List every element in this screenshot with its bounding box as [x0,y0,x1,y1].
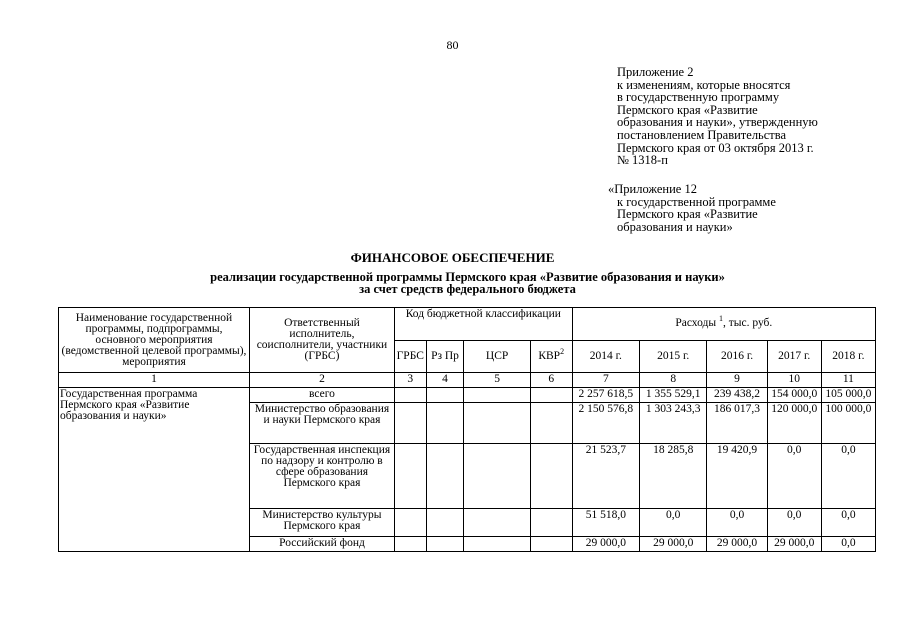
value-cell: 0,0 [640,509,707,537]
value-cell: 105 000,0 [821,388,875,403]
header-year: 2015 г. [640,340,707,373]
value-cell: 0,0 [821,444,875,509]
value-cell: 21 523,7 [572,444,639,509]
value-cell: 19 420,9 [707,444,767,509]
kvr-footnote: 2 [560,346,565,356]
empty-cell [426,403,464,444]
value-cell: 1 303 243,3 [640,403,707,444]
appendix-2-block [617,66,818,167]
table-row [59,388,876,403]
value-cell: 29 000,0 [640,537,707,552]
header-year: 2014 г. [572,340,639,373]
expenses-prefix: Расходы [675,317,717,330]
header-csr: ЦСР [464,340,530,373]
executor-cell: Российский фонд [249,537,394,552]
value-cell: 0,0 [821,509,875,537]
document-title: ФИНАНСОВОЕ ОБЕСПЕЧЕНИЕ [350,250,555,265]
column-number: 4 [426,373,464,388]
empty-cell [464,509,530,537]
column-number: 9 [707,373,767,388]
empty-cell [394,388,426,403]
empty-cell [530,509,572,537]
table-header-row [59,308,876,341]
empty-cell [464,403,530,444]
program-name-cell: Государственная программа Пермского края «Развитие образования и науки» [59,388,250,552]
header-year: 2017 г. [767,340,821,373]
column-number: 5 [464,373,530,388]
financing-table [58,307,876,552]
value-cell: 0,0 [707,509,767,537]
executor-cell: Государственная инспекция по надзору и контролю в сфере образования Пермского края [249,444,394,509]
executor-cell: всего [249,388,394,403]
appendix-line: образования и науки», утвержденную [617,115,818,130]
empty-cell [426,444,464,509]
header-name: Наименование государственной программы, подпрограммы, основного мероприятия (ведомственной целевой программы), мероприятия [59,308,250,373]
empty-cell [530,388,572,403]
empty-cell [394,537,426,552]
column-number: 3 [394,373,426,388]
header-grbs: ГРБС [394,340,426,373]
empty-cell [394,403,426,444]
value-cell: 239 438,2 [707,388,767,403]
value-cell: 186 017,3 [707,403,767,444]
value-cell: 0,0 [767,444,821,509]
empty-cell [530,403,572,444]
column-number: 8 [640,373,707,388]
empty-cell [464,388,530,403]
executor-cell: Министерство образования и науки Пермского края [249,403,394,444]
value-cell: 1 355 529,1 [640,388,707,403]
appendix-line: постановлением Правительства [617,127,787,142]
header-code-group: Код бюджетной классификации [394,308,572,341]
header-year: 2016 г. [707,340,767,373]
subtitle-line-2: за счет средств федерального бюджета [359,282,576,296]
empty-cell [426,388,464,403]
header-expenses [572,308,875,341]
value-cell: 18 285,8 [640,444,707,509]
header-year: 2018 г. [821,340,875,373]
column-number: 1 [59,373,250,388]
appendix-line: к государственной программе [617,194,776,209]
subtitle-line-1: реализации государственной программы Пермского края «Развитие образования и науки» [210,270,725,284]
appendix-line: Пермского края «Развитие [617,207,758,222]
empty-cell [530,537,572,552]
column-number-row [59,373,876,388]
value-cell: 0,0 [821,537,875,552]
appendix-12-first-line: «Приложение 12 [608,182,697,196]
appendix-line: Пермского края «Развитие [617,102,758,117]
value-cell: 154 000,0 [767,388,821,403]
appendix-line: Приложение 2 [617,65,694,79]
empty-cell [394,444,426,509]
expenses-suffix: , тыс. руб. [723,317,773,330]
column-number: 11 [821,373,875,388]
value-cell: 29 000,0 [572,537,639,552]
header-kvr [530,340,572,373]
expenses-footnote: 1 [719,314,723,324]
value-cell: 29 000,0 [767,537,821,552]
value-cell: 2 257 618,5 [572,388,639,403]
appendix-line: Пермского края от 03 октября 2013 г. [617,140,814,155]
column-number: 7 [572,373,639,388]
column-number: 10 [767,373,821,388]
appendix-line: к изменениям, которые вносятся [617,77,791,92]
empty-cell [464,537,530,552]
page-number: 80 [446,38,459,52]
kvr-label: КВР [538,349,561,362]
empty-cell [464,444,530,509]
empty-cell [426,537,464,552]
value-cell: 29 000,0 [707,537,767,552]
value-cell: 2 150 576,8 [572,403,639,444]
appendix-12-block [608,183,776,233]
empty-cell [530,444,572,509]
value-cell: 120 000,0 [767,403,821,444]
appendix-line: № 1318-п [617,153,668,168]
value-cell: 51 518,0 [572,509,639,537]
header-executor: Ответственный исполнитель, соисполнители, участники (ГРБС) [249,308,394,373]
column-number: 2 [249,373,394,388]
empty-cell [394,509,426,537]
header-rzpr: Рз Пр [426,340,464,373]
appendix-line: в государственную программу [617,90,780,105]
value-cell: 100 000,0 [821,403,875,444]
document-subtitle [0,271,905,295]
executor-cell: Министерство культуры Пермского края [249,509,394,537]
value-cell: 0,0 [767,509,821,537]
column-number: 6 [530,373,572,388]
empty-cell [426,509,464,537]
appendix-line: образования и науки» [617,219,733,234]
